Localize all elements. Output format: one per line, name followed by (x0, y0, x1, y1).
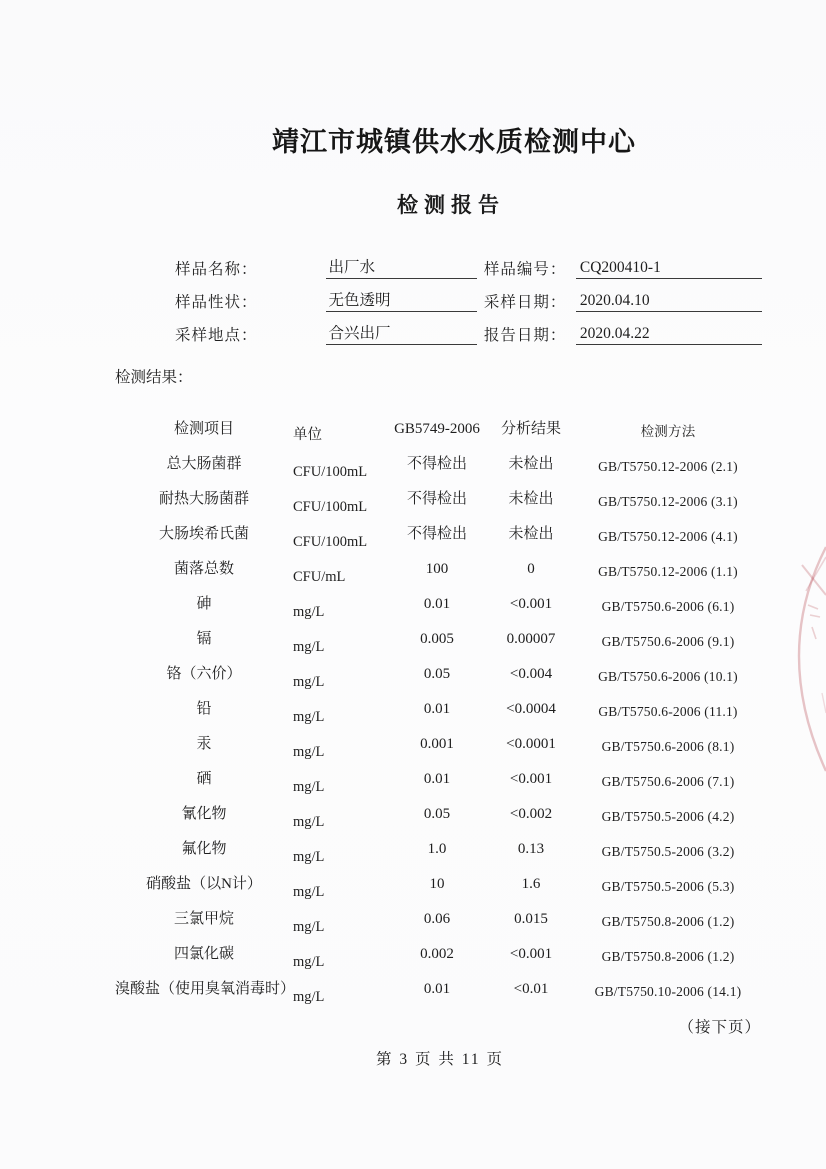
cell-method: GB/T5750.12-2006 (2.1) (598, 459, 738, 474)
cell-method: GB/T5750.12-2006 (1.1) (598, 564, 738, 579)
cell-unit: mg/L (293, 639, 325, 655)
cell-method: GB/T5750.10-2006 (14.1) (594, 984, 742, 999)
cell-unit: mg/L (293, 604, 325, 620)
cell-result: <0.002 (509, 806, 553, 822)
table-row (115, 486, 765, 521)
cell-test-item: 汞 (196, 736, 212, 752)
table-row (115, 836, 765, 871)
table-row (115, 871, 765, 906)
table-row (115, 661, 765, 696)
cell-unit: CFU/100mL (293, 534, 368, 550)
header-result: 分析结果 (500, 421, 561, 437)
cell-method: GB/T5750.6-2006 (11.1) (598, 704, 738, 719)
cell-unit: mg/L (293, 744, 325, 760)
report-date-value: 2020.04.22 (576, 325, 762, 345)
cell-test-item: 三氯甲烷 (173, 911, 234, 927)
table-row (115, 801, 765, 836)
header-standard: GB5749-2006 (394, 421, 480, 437)
cell-test-item: 氰化物 (181, 806, 227, 822)
table-row (115, 591, 765, 626)
cell-unit: mg/L (293, 814, 325, 830)
cell-method: GB/T5750.5-2006 (5.3) (601, 879, 735, 894)
table-row (115, 451, 765, 486)
sample-character-value: 无色透明 (326, 288, 476, 312)
cell-result: <0.004 (509, 666, 553, 682)
cell-method: GB/T5750.12-2006 (4.1) (598, 529, 738, 544)
cell-test-item: 菌落总数 (173, 561, 234, 577)
header-test-item: 检测项目 (173, 421, 234, 437)
cell-test-item: 砷 (196, 596, 212, 612)
cell-standard: 0.001 (420, 736, 454, 752)
cell-test-item: 硒 (196, 771, 212, 787)
cell-unit: mg/L (293, 709, 325, 725)
continued-note: （接下页） (678, 1019, 761, 1036)
cell-result: <0.0004 (506, 701, 556, 717)
cell-unit: mg/L (293, 779, 325, 795)
org-title: 靖江市城镇供水水质检测中心 (272, 127, 636, 157)
cell-test-item: 总大肠菌群 (166, 456, 242, 472)
cell-result: <0.0001 (506, 736, 556, 752)
table-header-row (115, 416, 765, 451)
cell-test-item: 铬（六价） (166, 666, 242, 682)
sample-info-row (175, 279, 762, 312)
cell-test-item: 硝酸盐（以N计） (146, 876, 262, 892)
table-body (115, 451, 765, 1011)
cell-standard: 0.05 (423, 666, 451, 682)
cell-method: GB/T5750.5-2006 (3.2) (601, 844, 735, 859)
cell-unit: CFU/mL (293, 569, 346, 585)
cell-test-item: 耐热大肠菌群 (158, 491, 249, 507)
cell-standard: 0.01 (423, 596, 451, 612)
cell-test-item: 镉 (196, 631, 212, 647)
table-row (115, 556, 765, 591)
cell-method: GB/T5750.6-2006 (7.1) (601, 774, 735, 789)
table-row (115, 976, 765, 1011)
cell-result: 未检出 (508, 491, 554, 507)
cell-standard: 0.01 (423, 981, 451, 997)
table-row (115, 766, 765, 801)
cell-method: GB/T5750.6-2006 (6.1) (601, 599, 735, 614)
cell-standard: 0.05 (423, 806, 451, 822)
cell-standard: 0.01 (423, 701, 451, 717)
cell-method: GB/T5750.6-2006 (9.1) (601, 634, 735, 649)
sample-character-label: 样品性状： (175, 294, 258, 311)
cell-standard: 0.01 (423, 771, 451, 787)
cell-result: 未检出 (508, 456, 554, 472)
table-row (115, 626, 765, 661)
sample-id-value: CQ200410-1 (576, 259, 762, 279)
cell-result: <0.01 (513, 981, 549, 997)
report-date-label: 报告日期： (483, 327, 567, 344)
page-footer: 第 3 页 共 11 页 (375, 1051, 505, 1068)
header-method: 检测方法 (640, 424, 696, 439)
cell-unit: CFU/100mL (293, 499, 368, 515)
sample-info (175, 246, 762, 345)
cell-method: GB/T5750.8-2006 (1.2) (601, 949, 735, 964)
sampling-site-value: 合兴出厂 (326, 321, 476, 345)
report-title: 检测报告 (397, 193, 505, 217)
cell-standard: 不得检出 (406, 526, 467, 542)
sampling-date-label: 采样日期： (483, 294, 567, 311)
table-row (115, 906, 765, 941)
cell-unit: CFU/100mL (293, 464, 368, 480)
table-row (115, 521, 765, 556)
cell-result: 0.015 (514, 911, 548, 927)
cell-test-item: 溴酸盐（使用臭氧消毒时） (115, 981, 296, 997)
cell-method: GB/T5750.6-2006 (10.1) (598, 669, 738, 684)
cell-method: GB/T5750.6-2006 (8.1) (601, 739, 735, 754)
table-row (115, 696, 765, 731)
sample-info-row (175, 246, 762, 279)
header-unit: 单位 (293, 427, 322, 443)
cell-standard: 0.06 (423, 911, 451, 927)
cell-unit: mg/L (293, 989, 325, 1005)
sampling-site-label: 采样地点： (175, 327, 258, 344)
cell-unit: mg/L (293, 919, 325, 935)
results-section-label: 检测结果： (115, 369, 193, 386)
cell-result: 0.00007 (506, 631, 556, 647)
sample-info-row (175, 312, 762, 345)
cell-method: GB/T5750.5-2006 (4.2) (601, 809, 735, 824)
results-table (115, 416, 765, 1011)
cell-unit: mg/L (293, 849, 325, 865)
cell-result: <0.001 (509, 946, 553, 962)
cell-result: 0.13 (517, 841, 545, 857)
cell-result: 1.6 (521, 876, 541, 892)
cell-method: GB/T5750.12-2006 (3.1) (598, 494, 738, 509)
cell-standard: 0.002 (420, 946, 454, 962)
cell-result: 未检出 (508, 526, 554, 542)
sample-name-label: 样品名称： (175, 261, 258, 278)
cell-result: <0.001 (509, 771, 553, 787)
cell-standard: 100 (425, 561, 449, 577)
cell-test-item: 铅 (196, 701, 212, 717)
cell-standard: 1.0 (427, 841, 447, 857)
cell-standard: 不得检出 (406, 456, 467, 472)
cell-test-item: 大肠埃希氏菌 (158, 526, 249, 542)
cell-unit: mg/L (293, 674, 325, 690)
cell-standard: 不得检出 (406, 491, 467, 507)
cell-standard: 10 (429, 876, 445, 892)
sample-name-value: 出厂水 (326, 255, 476, 279)
sample-id-label: 样品编号： (483, 261, 567, 278)
cell-result: 0 (527, 561, 535, 577)
cell-test-item: 四氯化碳 (173, 946, 234, 962)
cell-unit: mg/L (293, 884, 325, 900)
sampling-date-value: 2020.04.10 (576, 292, 762, 312)
cell-standard: 0.005 (420, 631, 454, 647)
table-row (115, 941, 765, 976)
cell-test-item: 氟化物 (181, 841, 227, 857)
cell-result: <0.001 (509, 596, 553, 612)
cell-unit: mg/L (293, 954, 325, 970)
cell-method: GB/T5750.8-2006 (1.2) (601, 914, 735, 929)
red-stamp-fragment-icon (782, 543, 826, 775)
table-row (115, 731, 765, 766)
